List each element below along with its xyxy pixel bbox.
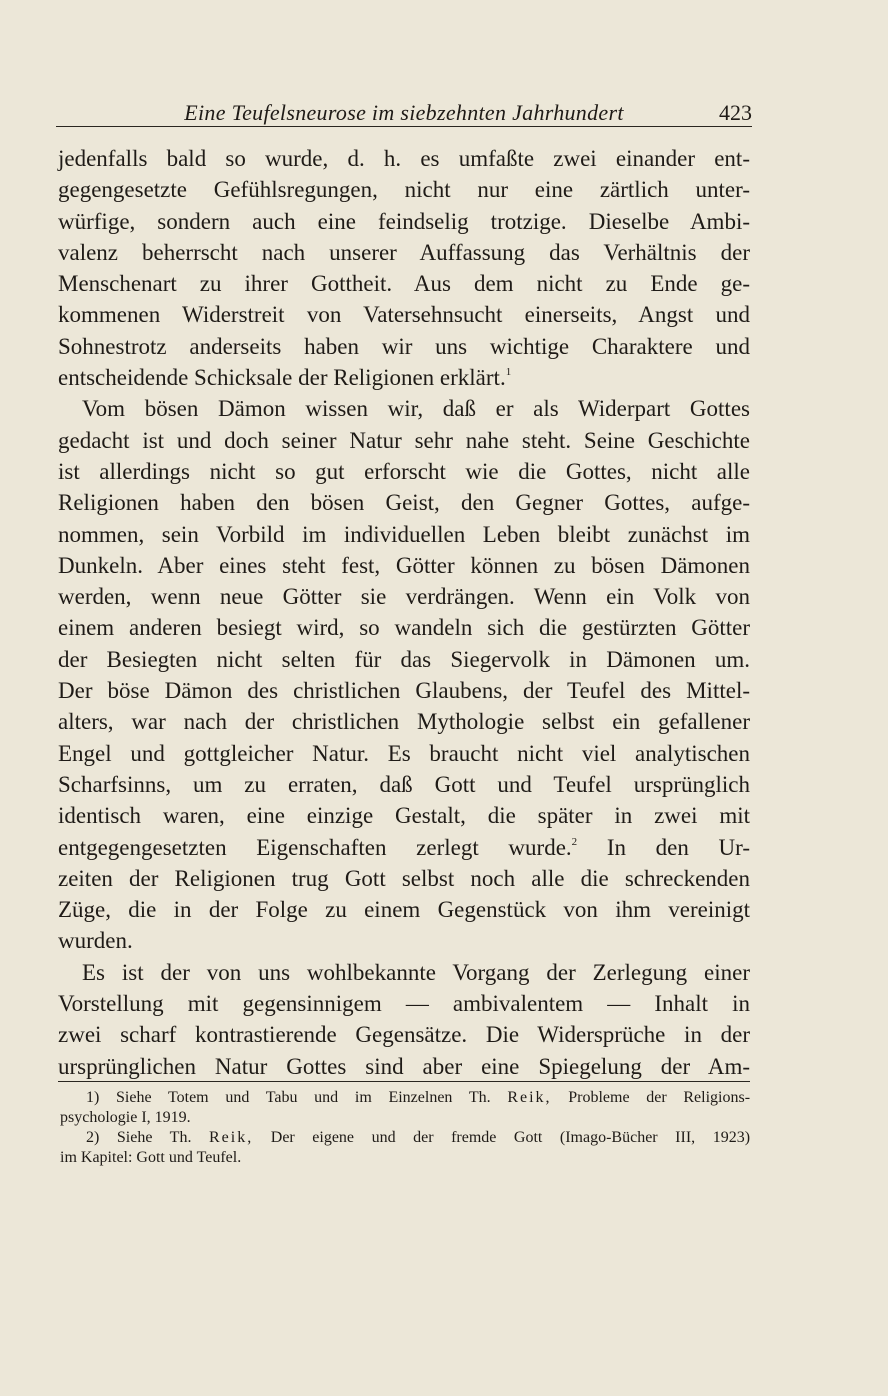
text-line: gedacht ist und doch seiner Natur sehr nahe steht. Seine Geschichte [58, 427, 750, 453]
text-line: ist allerdings nicht so gut erforscht wie die Gottes, nicht alle [58, 458, 750, 484]
footnotes [60, 1088, 750, 1168]
text-line: wurden. [58, 928, 133, 954]
running-title: Eine Teufelsneurose im siebzehnten Jahrhundert [184, 100, 624, 125]
footnote-marker: 2) [86, 1129, 100, 1146]
text-line: alters, war nach der christlichen Mythologie selbst ein gefallener [58, 709, 750, 735]
text-line-content: entgegengesetzten Eigenschaften zerlegt wurde. [58, 834, 572, 860]
text-line [58, 832, 750, 863]
footnote-reference[interactable]: 2 [571, 835, 578, 848]
text-line: der Besiegten nicht selten für das Siegervolk in Dämonen um. [58, 646, 750, 672]
text-line: einem anderen besiegt wird, so wandeln sich die gestürzten Götter [58, 615, 750, 641]
footnote-reference[interactable]: 1 [505, 366, 512, 379]
footnote-text: Probleme der Religions- [568, 1089, 751, 1106]
paragraph-start-line: Es ist der von uns wohlbekannte Vorgang der Zerlegung einer [82, 959, 750, 985]
text-line: Scharfsinns, um zu erraten, daß Gott und Teufel ursprünglich [58, 771, 750, 797]
text-line: Religionen haben den bösen Geist, den Gegner Gottes, aufge- [58, 490, 750, 516]
text-line: gegengesetzte Gefühlsregungen, nicht nur eine zärtlich unter- [58, 177, 750, 203]
text-line: jedenfalls bald so wurde, d. h. es umfaßte zwei einander ent- [58, 146, 750, 171]
text-line [58, 362, 750, 393]
text-line: Menschenart zu ihrer Gottheit. Aus dem nicht zu Ende ge- [58, 271, 750, 297]
text-line: identisch waren, eine einzige Gestalt, die später in zwei mit [58, 803, 750, 829]
text-line: Der böse Dämon des christlichen Glaubens, der Teufel des Mittel- [58, 678, 750, 704]
footnote-text: Der eigene und der fremde Gott (Imago-Bücher III, 1923) [270, 1129, 751, 1146]
text-line: werden, wenn neue Götter sie verdrängen. Wenn ein Volk von [58, 584, 750, 610]
footnote-marker: 1) [86, 1089, 100, 1106]
footnote-2-continuation: im Kapitel: Gott und Teufel. [60, 1149, 242, 1166]
paragraph-start-line: Vom bösen Dämon wissen wir, daß er als Widerpart Gottes [82, 396, 750, 422]
footnote-author: Reik, [507, 1089, 552, 1106]
text-line: nommen, sein Vorbild im individuellen Leben bleibt zunächst im [58, 521, 750, 547]
text-line: zwei scharf kontrastierende Gegensätze. Die Widersprüche in der [58, 1022, 750, 1048]
footnote-text: Siehe Th. [116, 1129, 192, 1146]
footnote-author: Reik, [209, 1129, 254, 1146]
text-line: Züge, die in der Folge zu einem Gegenstück von ihm vereinigt [58, 897, 750, 923]
body-text [58, 143, 750, 1082]
text-line: Vorstellung mit gegensinnigem — ambivalentem — Inhalt in [58, 991, 750, 1017]
footnote-2 [60, 1128, 750, 1148]
text-line-content: In den Ur- [606, 834, 750, 860]
text-line: Dunkeln. Aber eines steht fest, Götter können zu bösen Dämonen [58, 552, 750, 578]
text-line: valenz beherrscht nach unserer Auffassung das Verhältnis der [58, 239, 750, 265]
text-line: würfige, sondern auch eine feindselig trotzige. Dieselbe Ambi- [58, 208, 750, 234]
text-line: Engel und gottgleicher Natur. Es braucht nicht viel analytischen [58, 740, 750, 766]
running-head [56, 98, 752, 127]
footnote-text: Siehe Totem und Tabu und im Einzelnen Th. [116, 1089, 491, 1106]
text-line-content: entscheidende Schicksale der Religionen erklärt. [58, 365, 506, 391]
footnote-1-continuation: psychologie I, 1919. [60, 1109, 191, 1126]
text-line: ursprünglichen Natur Gottes sind aber eine Spiegelung der Am- [58, 1053, 750, 1079]
text-line: zeiten der Religionen trug Gott selbst noch alle die schreckenden [58, 865, 750, 891]
text-line: kommenen Widerstreit von Vatersehnsucht einerseits, Angst und [58, 302, 750, 328]
text-line: Sohnestrotz anderseits haben wir uns wichtige Charaktere und [58, 333, 750, 359]
footnote-divider [58, 1081, 750, 1082]
page-number: 423 [719, 100, 752, 125]
footnote-1 [60, 1088, 750, 1108]
